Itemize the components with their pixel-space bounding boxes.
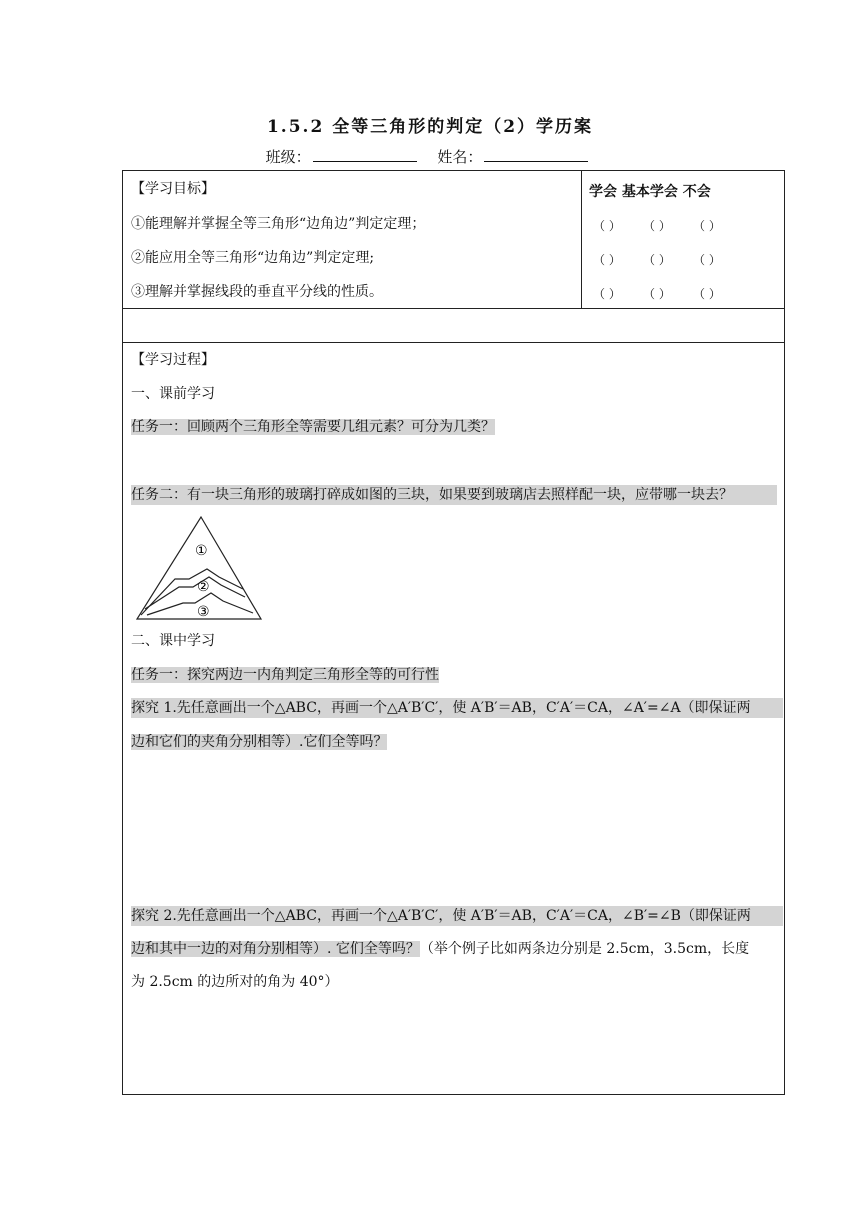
in-class-heading: 二、课中学习: [131, 633, 215, 649]
learning-table: [122, 170, 785, 1095]
explore-2-line-2: 边和其中一边的对角分别相等）. 它们全等吗？（举个例子比如两条边分别是 2.5cm，3.5cm，长度: [131, 941, 750, 957]
self-eval-header: 学会 基本学会 不会: [589, 184, 711, 200]
class-blank[interactable]: [313, 147, 417, 162]
broken-glass-figure: [133, 513, 263, 621]
self-eval-row-3[interactable]: （ ） （ ） （ ）: [593, 287, 721, 301]
self-eval-row-2[interactable]: （ ） （ ） （ ）: [593, 253, 721, 267]
in-task-1: 任务一：探究两边一内角判定三角形全等的可行性: [131, 667, 439, 683]
process-heading: 【学习过程】: [131, 352, 215, 368]
piece-1-label: ①: [195, 543, 208, 559]
name-label: 姓名：: [437, 148, 483, 166]
pre-task-2: 任务二：有一块三角形的玻璃打碎成如图的三块，如果要到玻璃店去照样配一块，应带哪一块去？: [131, 485, 777, 505]
goal-item-3: ③理解并掌握线段的垂直平分线的性质。: [131, 284, 383, 300]
explore-2-line-3: 为 2.5cm 的边所对的角为 40°）: [131, 974, 339, 990]
page-title: 1.5.2 全等三角形的判定（2）学历案: [266, 117, 594, 137]
goal-item-2: ②能应用全等三角形“边角边”判定定理;: [131, 250, 375, 266]
self-eval-row-1[interactable]: （ ） （ ） （ ）: [593, 219, 721, 233]
explore-1-line-2: 边和它们的夹角分别相等）.它们全等吗？: [131, 734, 388, 750]
class-label: 班级：: [265, 148, 311, 166]
pre-task-1: 任务一：回顾两个三角形全等需要几组元素？可分为几类？: [131, 419, 495, 435]
row-divider-2: [123, 342, 784, 343]
explore-2-line-1: 探究 2.先任意画出一个△ABC，再画一个△A′B′C′，使 A′B′＝AB，C′A′＝CA，∠B′=∠B（即保证两: [131, 906, 783, 926]
goals-heading: 【学习目标】: [131, 181, 215, 197]
piece-2-label: ②: [197, 579, 210, 595]
crack-line-1: [141, 569, 243, 615]
pre-class-heading: 一、课前学习: [131, 386, 215, 402]
goal-item-1: ①能理解并掌握全等三角形“边角边”判定定理；: [131, 216, 426, 232]
piece-3-label: ③: [197, 604, 210, 620]
class-name-line: [0, 146, 860, 167]
row-divider-1: [123, 308, 784, 309]
column-divider: [581, 171, 582, 308]
explore-1-line-1: 探究 1.先任意画出一个△ABC，再画一个△A′B′C′，使 A′B′＝AB，C′A′＝CA，∠A′=∠A（即保证两: [131, 698, 783, 718]
name-blank[interactable]: [484, 147, 588, 162]
